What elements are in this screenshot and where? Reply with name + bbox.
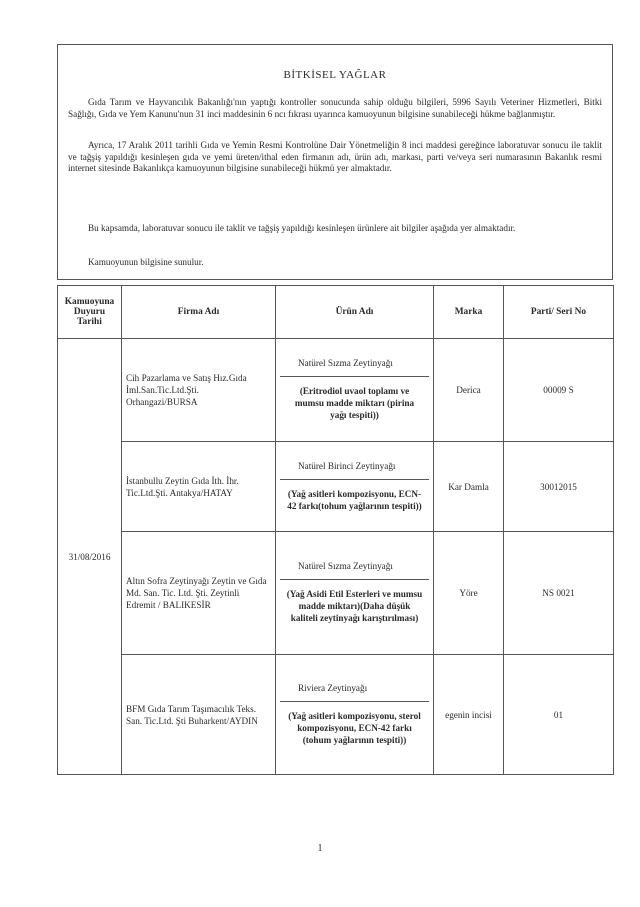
product-cell bbox=[276, 532, 434, 655]
intro-box bbox=[57, 44, 613, 280]
product-cell bbox=[276, 339, 434, 442]
test-finding: (Yağ Asidi Etil Esterleri ve mumsu madde miktarı)(Daha düşük kaliteli zeytinyağı karıştırılması) bbox=[286, 589, 423, 623]
intro-paragraph-2: Ayrıca, 17 Aralık 2011 tarihli Gıda ve Yemin Resmi Kontrolüne Dair Yönetmeliğin 8 inci maddesi gereğince laboratuvar sonucu ile taklit ve tağşiş yapıldığı kesinleşen gıda ve yemi üreten/ithal eden firmanın adı, ürün adı, markası, parti ve/veya seri numarasının Bakanlık resmi internet sitesinde Bakanlıkça kamuoyunun bilgisine sunabileceği hükmü yer almaktadır. bbox=[68, 140, 602, 173]
header-date: Kamuoyuna Duyuru Tarihi bbox=[58, 286, 122, 339]
product-name: Natürel Sızma Zeytinyağı bbox=[280, 558, 429, 580]
lot-number: 30012015 bbox=[504, 442, 614, 532]
firm-name: Altın Sofra Zeytinyağı Zeytin ve Gıda Md. San. Tic. Ltd. Şti. Zeytinli Edremit / BALIKESİR bbox=[122, 532, 276, 655]
table-row bbox=[58, 442, 614, 532]
adulteration-table bbox=[57, 285, 614, 775]
lot-number: 01 bbox=[504, 655, 614, 775]
test-finding: (Eritrodiol uvaol toplamı ve mumsu madde miktarı (pirina yağı tespiti)) bbox=[294, 386, 415, 420]
header-product: Ürün Adı bbox=[276, 286, 434, 339]
product-cell bbox=[276, 655, 434, 775]
firm-name: İstanbullu Zeytin Gıda İth. İhr. Tic.Ltd.Şti. Antakya/HATAY bbox=[122, 442, 276, 532]
table-header-row bbox=[58, 286, 614, 339]
intro-paragraph-3: Bu kapsamda, laboratuvar sonucu ile taklit ve tağşiş yapıldığı kesinleşen ürünlere ait bilgiler aşağıda yer almaktadır. bbox=[88, 223, 516, 233]
intro-paragraph-1: Gıda Tarım ve Hayvancılık Bakanlığı'nın yaptığı kontroller sonucunda sahip olduğu bilgileri, 5996 Sayılı Veteriner Hizmetleri, Bitki Sağlığı, Gıda ve Yem Kanunu'nun 31 inci maddesinin 6 ncı fıkrası uyarınca kamuoyunun bilgisine sunabileceği hükme bağlanmıştır. bbox=[68, 97, 602, 119]
brand: Kar Damla bbox=[434, 442, 504, 532]
firm-name: BFM Gıda Tarım Taşımacılık Teks. San. Tic.Ltd. Şti Buharkent/AYDIN bbox=[122, 655, 276, 775]
firm-name: Cih Pazarlama ve Satış Hız.Gıda İml.San.Tic.Ltd.Şti. Orhangazi/BURSA bbox=[122, 339, 276, 442]
brand: Yöre bbox=[434, 532, 504, 655]
lot-number: NS 0021 bbox=[504, 532, 614, 655]
announcement-date: 31/08/2016 bbox=[58, 339, 122, 775]
header-firm: Firma Adı bbox=[122, 286, 276, 339]
test-finding: (Yağ asitleri kompozisyonu, ECN-42 farkı(tohum yağlarının tespiti)) bbox=[287, 488, 422, 511]
table-row bbox=[58, 532, 614, 655]
brand: egenin incisi bbox=[434, 655, 504, 775]
table-row bbox=[58, 339, 614, 442]
header-brand: Marka bbox=[434, 286, 504, 339]
product-name: Natürel Sızma Zeytinyağı bbox=[280, 355, 429, 377]
header-lot: Parti/ Seri No bbox=[504, 286, 614, 339]
product-name: Natürel Birinci Zeytinyağı bbox=[280, 458, 429, 480]
brand: Derica bbox=[434, 339, 504, 442]
table-row bbox=[58, 655, 614, 775]
intro-paragraph-4: Kamuoyunun bilgisine sunulur. bbox=[88, 257, 204, 267]
product-cell bbox=[276, 442, 434, 532]
lot-number: 00009 S bbox=[504, 339, 614, 442]
document-title: BİTKİSEL YAĞLAR bbox=[283, 69, 387, 81]
test-finding: (Yağ asitleri kompozisyonu, sterol kompozisyonu, ECN-42 farkı (tohum yağlarının tespiti)) bbox=[288, 710, 421, 745]
page-number: 1 bbox=[317, 843, 323, 854]
product-name: Riviera Zeytinyağı bbox=[280, 680, 429, 702]
